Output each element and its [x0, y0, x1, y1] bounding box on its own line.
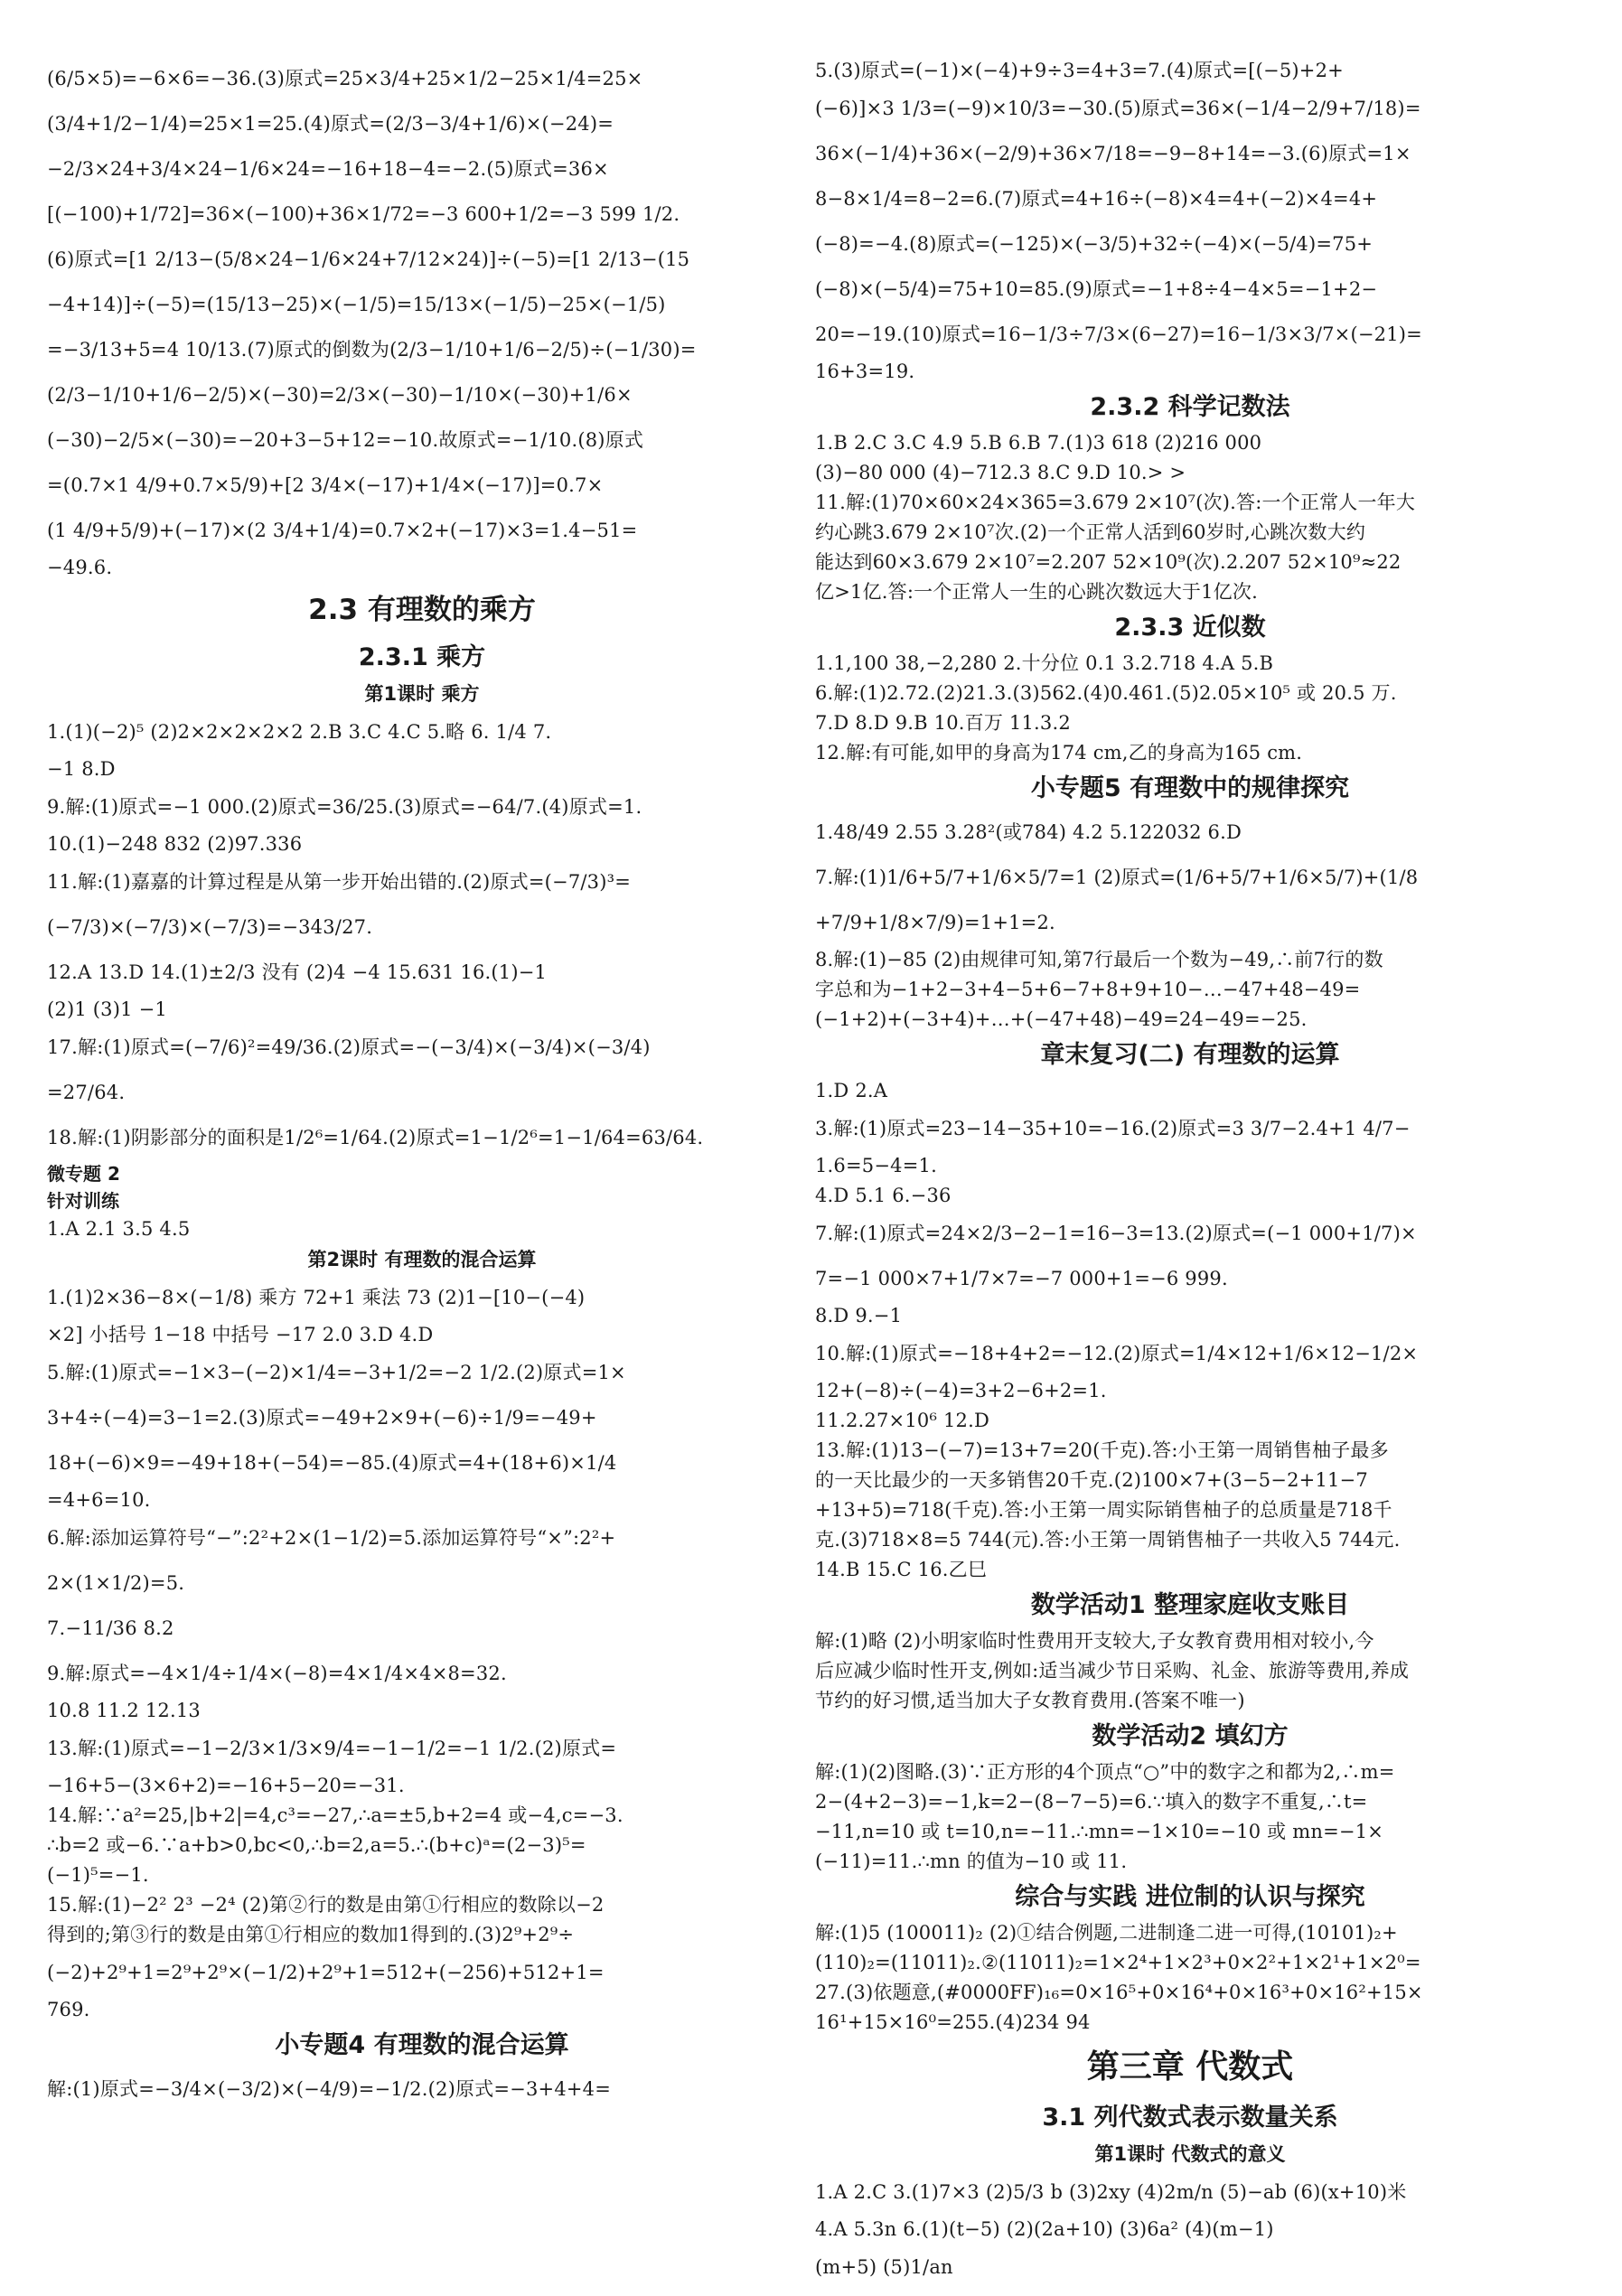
answer-line: 能达到60×3.679 2×10⁷=2.207 52×10⁹(次).2.207 52×10⁹≈22	[815, 551, 1402, 573]
answer-line: 7.解:(1)1/6+5/7+1/6×5/7=1 (2)原式=(1/6+5/7+1/6×5/7)+(1/8	[815, 867, 1419, 888]
subsection-heading: 数学活动2 填幻方	[1092, 1722, 1289, 1750]
lesson-heading: 第2课时 有理数的混合运算	[307, 1249, 537, 1270]
answer-line: −49.6.	[47, 557, 113, 578]
answer-line: 3.解:(1)原式=23−14−35+10=−16.(2)原式=3 3/7−2.4+1 4/7−	[815, 1118, 1411, 1139]
answer-line: [(−100)+1/72]=36×(−100)+36×1/72=−3 600+1/2=−3 599 1/2.	[47, 203, 680, 225]
answer-line: 后应减少临时性开支,例如:适当减少节日采购、礼金、旅游等费用,养成	[815, 1660, 1410, 1682]
answer-line: 2×(1×1/2)=5.	[47, 1572, 185, 1594]
answer-line: 12+(−8)÷(−4)=3+2−6+2=1.	[815, 1380, 1107, 1401]
answer-line: =4+6=10.	[47, 1489, 151, 1511]
answer-line: 11.解:(1)70×60×24×365=3.679 2×10⁷(次).答:一个正常人一年大	[815, 492, 1416, 513]
answer-line: 13.解:(1)原式=−1−2/3×1/3×9/4=−1−1/2=−1 1/2.(2)原式=	[47, 1738, 617, 1759]
answer-line: 12.A 13.D 14.(1)±2/3 没有 (2)4 −4 15.631 16.(1)−1	[47, 961, 548, 983]
answer-line: 8.解:(1)−85 (2)由规律可知,第7行最后一个数为−49,∴前7行的数	[815, 949, 1383, 970]
answer-line: 10.解:(1)原式=−18+4+2=−12.(2)原式=1/4×12+1/6×12−1/2×	[815, 1343, 1419, 1364]
answer-line: (−8)=−4.(8)原式=(−125)×(−3/5)+32÷(−4)×(−5/4)=75+	[815, 233, 1374, 255]
answer-line: 5.解:(1)原式=−1×3−(−2)×1/4=−3+1/2=−2 1/2.(2)原式=1×	[47, 1362, 626, 1383]
answer-line: 16¹+15×16⁰=255.(4)234 94	[815, 2011, 1091, 2033]
answer-line: 1.6=5−4=1.	[815, 1155, 937, 1176]
answer-line: 27.(3)依题意,(#0000FF)₁₆=0×16⁵+0×16⁴+0×16³+0×16²+15×	[815, 1982, 1423, 2003]
subsection-heading: 3.1 列代数式表示数量关系	[1042, 2104, 1338, 2132]
answer-line: (−11)=11.∴mn 的值为−10 或 11.	[815, 1851, 1128, 1872]
answer-line: 解:(1)略 (2)小明家临时性费用开支较大,子女教育费用相对较小,今	[815, 1630, 1374, 1652]
answer-line: (−7/3)×(−7/3)×(−7/3)=−343/27.	[47, 916, 373, 938]
answer-line: −1 8.D	[47, 758, 116, 780]
answer-line: =(0.7×1 4/9+0.7×5/9)+[2 3/4×(−17)+1/4×(−17)]=0.7×	[47, 474, 604, 496]
answer-line: 解:(1)5 (100011)₂ (2)①结合例题,二进制逢二进一可得,(10101)₂+	[815, 1922, 1398, 1944]
answer-line: 得到的;第③行的数是由第①行相应的数加1得到的.(3)2⁹+2⁹÷	[47, 1924, 575, 1945]
answer-line: −11,n=10 或 t=10,n=−11.∴mn=−1×10=−10 或 mn=−1×	[815, 1821, 1384, 1842]
answer-line: =−3/13+5=4 10/13.(7)原式的倒数为(2/3−1/10+1/6−2/5)÷(−1/30)=	[47, 339, 697, 361]
answer-line: 1.(1)(−2)⁵ (2)2×2×2×2×2 2.B 3.C 4.C 5.略 6. 1/4 7.	[47, 721, 552, 743]
answer-line: 4.A 5.3n 6.(1)(t−5) (2)(2a+10) (3)6a² (4)(m−1)	[815, 2218, 1274, 2240]
subsection-heading: 2.3.2 科学记数法	[1090, 393, 1290, 421]
answer-line: 1.B 2.C 3.C 4.9 5.B 6.B 7.(1)3 618 (2)216 000	[815, 432, 1262, 454]
answer-line: 14.解:∵a²=25,|b+2|=4,c³=−27,∴a=±5,b+2=4 或−4,c=−3.	[47, 1804, 623, 1826]
answer-line: (−30)−2/5×(−30)=−20+3−5+12=−10.故原式=−1/10.(8)原式	[47, 429, 644, 451]
answer-line: 8.D 9.−1	[815, 1305, 903, 1326]
answer-line: 20=−19.(10)原式=16−1/3÷7/3×(6−27)=16−1/3×3/7×(−21)=	[815, 323, 1422, 345]
answer-line: 11.2.27×10⁶ 12.D	[815, 1410, 989, 1431]
answer-line: (−8)×(−5/4)=75+10=85.(9)原式=−1+8÷4−4×5=−1+2−	[815, 278, 1378, 300]
answer-line: −2/3×24+3/4×24−1/6×24=−16+18−4=−2.(5)原式=36×	[47, 158, 609, 180]
answer-line: 的一天比最少的一天多销售20千克.(2)100×7+(3−5−2+11−7	[815, 1469, 1368, 1491]
answer-line: (1 4/9+5/9)+(−17)×(2 3/4+1/4)=0.7×2+(−17)×3=1.4−51=	[47, 520, 638, 541]
answer-line: 克.(3)718×8=5 744(元).答:小王第一周销售柚子一共收入5 744元.	[815, 1529, 1401, 1551]
answer-line: 10.8 11.2 12.13	[47, 1700, 201, 1721]
answer-line: 1.48/49 2.55 3.28²(或784) 4.2 5.122032 6.D	[815, 821, 1242, 843]
subsection-heading: 小专题4 有理数的混合运算	[275, 2031, 569, 2059]
right-column	[815, 56, 1565, 2290]
answer-line: (2/3−1/10+1/6−2/5)×(−30)=2/3×(−30)−1/10×(−30)+1/6×	[47, 384, 633, 406]
answer-line: 2−(4+2−3)=−1,k=2−(8−7−5)=6.∵填入的数字不重复,∴t=	[815, 1791, 1368, 1813]
answer-line: 解:(1)原式=−3/4×(−3/2)×(−4/9)=−1/2.(2)原式=−3+4+4=	[47, 2078, 612, 2100]
section-heading: 2.3 有理数的乘方	[308, 594, 536, 626]
answer-line: 16+3=19.	[815, 361, 915, 382]
subsection-heading: 2.3.3 近似数	[1114, 614, 1266, 642]
subsection-heading: 小专题5 有理数中的规律探究	[1030, 774, 1350, 802]
answer-line: 36×(−1/4)+36×(−2/9)+36×7/18=−9−8+14=−3.(6)原式=1×	[815, 143, 1411, 164]
answer-line: 1.(1)2×36−8×(−1/8) 乘方 72+1 乘法 73 (2)1−[10−(−4)	[47, 1287, 586, 1308]
answer-line: 3+4÷(−4)=3−1=2.(3)原式=−49+2×9+(−6)÷1/9=−49+	[47, 1407, 597, 1429]
answer-line: (−2)+2⁹+1=2⁹+2⁹×(−1/2)+2⁹+1=512+(−256)+512+1=	[47, 1962, 605, 1983]
answer-line: 字总和为−1+2−3+4−5+6−7+8+9+10−…−47+48−49=	[815, 979, 1361, 1000]
answer-line: 1.A 2.1 3.5 4.5	[47, 1218, 191, 1240]
answer-line: 1.D 2.A	[815, 1080, 888, 1101]
subsection-heading: 2.3.1 乘方	[358, 643, 486, 671]
answer-line: =27/64.	[47, 1082, 126, 1103]
answer-line: (−1)⁵=−1.	[47, 1864, 149, 1886]
topic-label: 针对训练	[47, 1190, 119, 1212]
answer-line: 18+(−6)×9=−49+18+(−54)=−85.(4)原式=4+(18+6)×1/4	[47, 1452, 617, 1474]
answer-line: 节约的好习惯,适当加大子女教育费用.(答案不唯一)	[815, 1690, 1245, 1711]
answer-line: 5.(3)原式=(−1)×(−4)+9÷3=4+3=7.(4)原式=[(−5)+2+	[815, 60, 1344, 81]
answer-line: 7=−1 000×7+1/7×7=−7 000+1=−6 999.	[815, 1268, 1228, 1289]
answer-line: (3/4+1/2−1/4)=25×1=25.(4)原式=(2/3−3/4+1/6)×(−24)=	[47, 113, 614, 135]
answer-line: 15.解:(1)−2² 2³ −2⁴ (2)第②行的数是由第①行相应的数除以−2	[47, 1894, 605, 1916]
answer-line: +7/9+1/8×7/9)=1+1=2.	[815, 912, 1055, 933]
answer-line: (−1+2)+(−3+4)+…+(−47+48)−49=24−49=−25.	[815, 1008, 1308, 1030]
subsection-heading: 章末复习(二) 有理数的运算	[1040, 1041, 1340, 1069]
answer-line: 6.解:(1)2.72.(2)21.3.(3)562.(4)0.461.(5)2.05×10⁵ 或 20.5 万.	[815, 682, 1397, 704]
answer-line: 6.解:添加运算符号“−”:2²+2×(1−1/2)=5.添加运算符号“×”:2²+	[47, 1527, 616, 1549]
answer-line: (6)原式=[1 2/13−(5/8×24−1/6×24+7/12×24)]÷(−5)=[1 2/13−(15	[47, 248, 690, 270]
answer-line: (6/5×5)=−6×6=−36.(3)原式=25×3/4+25×1/2−25×1/4=25×	[47, 68, 643, 89]
answer-line: 解:(1)(2)图略.(3)∵正方形的4个顶点“○”中的数字之和都为2,∴m=	[815, 1761, 1395, 1783]
topic-label: 微专题 2	[47, 1163, 120, 1185]
answer-line: 10.(1)−248 832 (2)97.336	[47, 833, 303, 855]
answer-line: 9.解:原式=−4×1/4÷1/4×(−8)=4×1/4×4×8=32.	[47, 1663, 507, 1684]
answer-line: −16+5−(3×6+2)=−16+5−20=−31.	[47, 1775, 405, 1796]
left-column	[47, 56, 797, 2112]
answer-line: 8−8×1/4=8−2=6.(7)原式=4+16÷(−8)×4=4+(−2)×4=4+	[815, 188, 1378, 210]
answer-line: 18.解:(1)阴影部分的面积是1/2⁶=1/64.(2)原式=1−1/2⁶=1−1/64=63/64.	[47, 1127, 704, 1148]
subsection-heading: 数学活动1 整理家庭收支账目	[1030, 1591, 1350, 1619]
answer-line: 约心跳3.679 2×10⁷次.(2)一个正常人活到60岁时,心跳次数大约	[815, 521, 1366, 543]
answer-line: ∴b=2 或−6.∵a+b>0,bc<0,∴b=2,a=5.∴(b+c)ᵃ=(2−3)⁵=	[47, 1834, 586, 1856]
answer-line: 17.解:(1)原式=(−7/6)²=49/36.(2)原式=−(−3/4)×(−3/4)×(−3/4)	[47, 1036, 651, 1058]
answer-line: 12.解:有可能,如甲的身高为174 cm,乙的身高为165 cm.	[815, 742, 1303, 764]
answer-line: 7.D 8.D 9.B 10.百万 11.3.2	[815, 712, 1071, 734]
answer-line: 4.D 5.1 6.−36	[815, 1185, 952, 1206]
answer-line: (3)−80 000 (4)−712.3 8.C 9.D 10.> >	[815, 462, 1186, 483]
answer-line: (m+5) (5)1/an	[815, 2256, 953, 2278]
answer-line: +13+5)=718(千克).答:小王第一周实际销售柚子的总质量是718千	[815, 1499, 1392, 1521]
answer-line: 1.A 2.C 3.(1)7×3 (2)5/3 b (3)2xy (4)2m/n (5)−ab (6)(x+10)米	[815, 2181, 1407, 2203]
answer-line: (2)1 (3)1 −1	[47, 998, 167, 1020]
answer-line: 7.−11/36 8.2	[47, 1617, 174, 1639]
answer-line: (110)₂=(11011)₂.②(11011)₂=1×2⁴+1×2³+0×2²+1×2¹+1×2⁰=	[815, 1952, 1421, 1973]
subsection-heading: 综合与实践 进位制的认识与探究	[1015, 1883, 1365, 1911]
lesson-heading: 第1课时 乘方	[364, 683, 480, 705]
answer-line: ×2] 小括号 1−18 中括号 −17 2.0 3.D 4.D	[47, 1324, 434, 1345]
lesson-heading: 第1课时 代数式的意义	[1094, 2143, 1286, 2165]
answer-line: 7.解:(1)原式=24×2/3−2−1=16−3=13.(2)原式=(−1 000+1/7)×	[815, 1223, 1417, 1244]
answer-line: 亿>1亿.答:一个正常人一生的心跳次数远大于1亿次.	[815, 581, 1258, 603]
answer-line: 13.解:(1)13−(−7)=13+7=20(千克).答:小王第一周销售柚子最多	[815, 1439, 1389, 1461]
answer-line: (−6)]×3 1/3=(−9)×10/3=−30.(5)原式=36×(−1/4−2/9+7/18)=	[815, 98, 1421, 119]
answer-line: 769.	[47, 1999, 90, 2020]
answer-line: −4+14)]÷(−5)=(15/13−25)×(−1/5)=15/13×(−1/5)−25×(−1/5)	[47, 294, 666, 315]
answer-line: 14.B 15.C 16.乙巳	[815, 1559, 988, 1580]
chapter-heading: 第三章 代数式	[1086, 2048, 1294, 2085]
answer-line: 11.解:(1)嘉嘉的计算过程是从第一步开始出错的.(2)原式=(−7/3)³=	[47, 871, 632, 893]
answer-line: 9.解:(1)原式=−1 000.(2)原式=36/25.(3)原式=−64/7.(4)原式=1.	[47, 796, 642, 818]
answer-line: 1.1,100 38,−2,280 2.十分位 0.1 3.2.718 4.A 5.B	[815, 652, 1274, 674]
